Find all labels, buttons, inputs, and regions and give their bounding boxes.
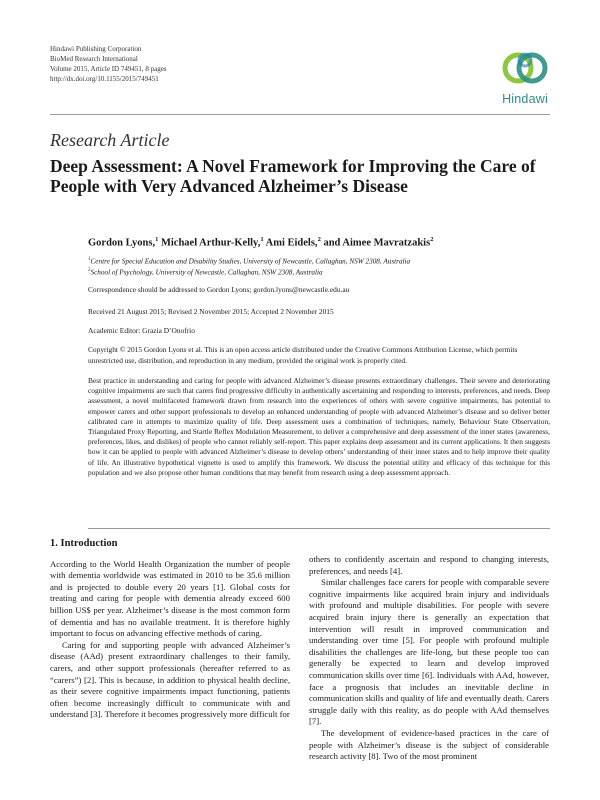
affiliation-text: Centre for Special Education and Disability Studies, University of Newcastle, Callaghan, NSW 2308, Australia [90, 257, 411, 266]
author-name: Ami Eidels, [263, 237, 318, 249]
author-list [88, 236, 433, 249]
section-heading: 1. Introduction [50, 538, 118, 549]
affiliation-number: 1 [88, 257, 91, 262]
hindawi-rings-icon [496, 44, 554, 90]
affiliation [88, 255, 410, 266]
affiliation-number: 2 [88, 268, 91, 273]
author-affiliation-mark: 2 [430, 236, 434, 243]
abstract-divider [88, 528, 550, 529]
journal-name: BioMed Research International [50, 55, 138, 63]
header-divider [50, 114, 550, 115]
body-paragraph: Caring for and supporting people with advanced Alzheimer’s disease (AAd) present extraordinary challenges to their family, carers, and other support professionals (hereafter referred to as “carers”) [2]. This is because, in addition to physical health decline, as their severe cognitive impairments impact functioning, patients often become increasingly difficult to communicate with and understand [3]. Therefore it becomes progressively more difficult for [50, 639, 290, 720]
author-name: Gordon Lyons, [88, 237, 156, 249]
author-affiliation-mark: 1 [260, 236, 264, 243]
doi-link[interactable]: http://dx.doi.org/10.1155/2015/749451 [50, 75, 159, 83]
left-column [50, 538, 290, 721]
publisher-name: Hindawi Publishing Corporation [50, 45, 142, 53]
academic-editor: Academic Editor: Grazia D’Onofrio [88, 326, 195, 335]
copyright-notice: Copyright © 2015 Gordon Lyons et al. This is an open access article distributed under the Creative Commons Attribution License, which permits unrestricted use, distribution, and reproduction in any medium, provided the original work is properly cited. [88, 345, 518, 365]
body-paragraph: Similar challenges face carers for people with comparable severe cognitive impairments like acquired brain injury and individuals with profound and multiple disabilities. For people with severe acquired brain injury there is generally an expectation that intervention will result in improved communication and understanding over time [5]. For people with profound multiple disabilities the challenges are life-long, but these people too can generally be expected to learn and develop improved communication skills over time [6]. Individuals with AAd, however, face a prognosis that includes an inevitable decline in communication skills and quality of life and eventually death. Carers struggle daily with this reality, as do people with AAd themselves [7]. [309, 577, 549, 727]
volume-info: Volume 2015, Article ID 749451, 8 pages [50, 65, 167, 73]
article-type: Research Article [50, 130, 170, 150]
body-paragraph: The development of evidence-based practices in the care of people with Alzheimer’s disease is the subject of considerable research activity [8]. Two of the most prominent [309, 727, 549, 762]
correspondence: Correspondence should be addressed to Gordon Lyons; gordon.lyons@newcastle.edu.au [88, 285, 350, 294]
affiliation-text: School of Psychology, University of Newcastle, Callaghan, NSW 2308, Australia [90, 268, 323, 277]
publisher-logo [496, 44, 554, 108]
article-title: Deep Assessment: A Novel Framework for Improving the Care of People with Very Advanced Alzheimer’s Disease [50, 156, 536, 196]
logo-wordmark: Hindawi [502, 92, 548, 106]
author-name: Michael Arthur-Kelly, [158, 237, 261, 249]
right-column [309, 554, 549, 763]
received-dates: Received 21 August 2015; Revised 2 November 2015; Accepted 2 November 2015 [88, 307, 334, 316]
author-affiliation-mark: 2 [317, 236, 321, 243]
affiliation [88, 266, 323, 277]
author-affiliation-mark: 1 [155, 236, 159, 243]
author-name: and Aimee Mavratzakis [320, 237, 431, 249]
abstract: Best practice in understanding and caring for people with advanced Alzheimer’s disease presents extraordinary challenges. Their severe and deteriorating cognitive impairments are such that carers find progressive difficulty in authentically ascertaining and responding to interests, preferences, and needs. Deep assessment, a novel multifaceted framework drawn from research into the experiences of others with severe cognitive impairments, has potential to empower carers and other support professionals to develop an enhanced understanding of people with advanced Alzheimer’s disease and so deliver better calibrated care in attempts to maximize quality of life. Deep assessment uses a combination of techniques, namely, Behaviour State Observation, Triangulated Proxy Reporting, and Startle Reflex Modulation Measurement, to deliver a comprehensive and deep assessment of the inner states (awareness, preferences, likes, and dislikes) of people who cannot reliably self-report. This paper explains deep assessment and its current applications. It then suggests how it can be applied to people with advanced Alzheimer’s disease to develop others’ understanding of their inner states and to help improve their quality of life. An illustrative hypothetical vignette is used to amplify this framework. We discuss the potential utility and efficacy of this technique for this population and we also propose other human conditions that may benefit from research using a deep assessment approach. [88, 376, 550, 477]
journal-header [50, 44, 167, 84]
body-paragraph: According to the World Health Organization the number of people with dementia worldwide was estimated in 2010 to be 35.6 million and is projected to double every 20 years [1]. Global costs for treating and caring for people with dementia already exceed 600 billion US$ per year. Alzheimer’s disease is the most common form of dementia and has no available treatment. It is therefore highly important to focus on advancing effective methods of caring. [50, 558, 290, 639]
body-paragraph: others to confidently ascertain and respond to changing interests, preferences, and needs [4]. [309, 554, 549, 576]
